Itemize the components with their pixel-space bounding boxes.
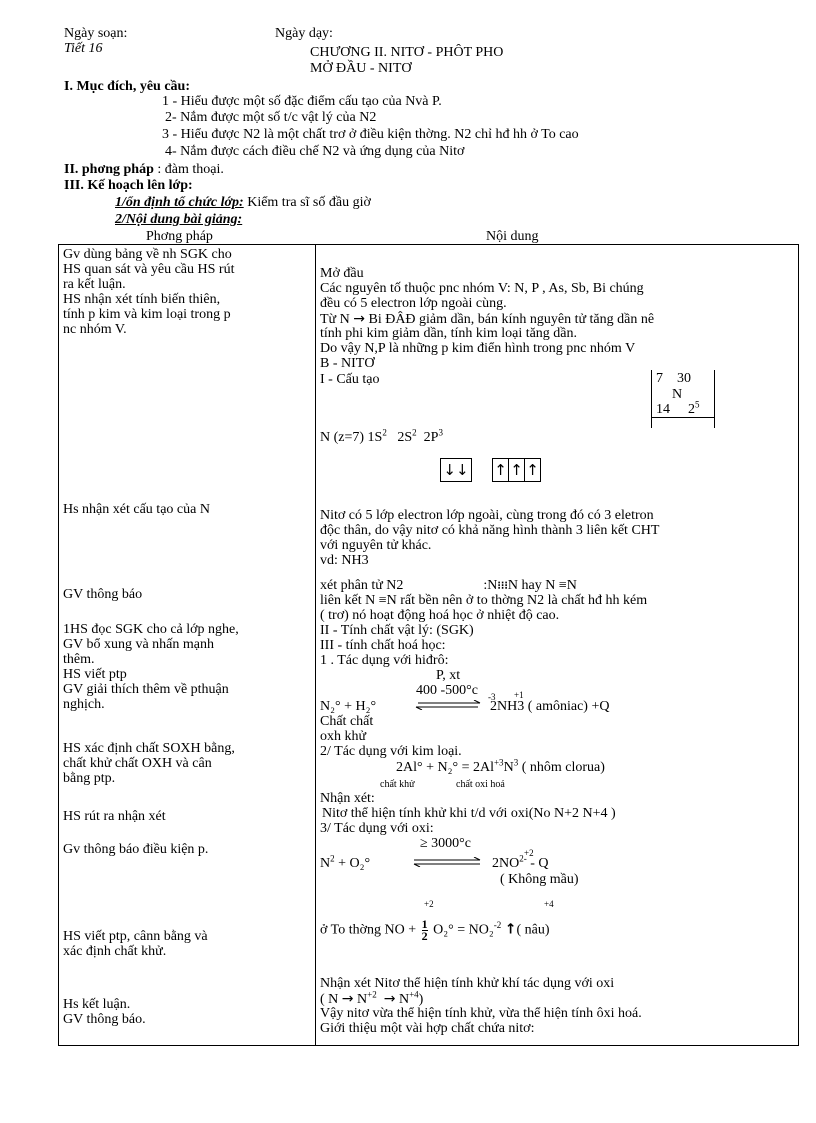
left-line: HS viết ptp, cânn bằng và [63,929,208,944]
right-line: vd: NH3 [320,553,369,568]
right-line: xét phân tử N2 :N⁝⁝⁝N hay N ≡N [320,578,577,593]
right-line: 2/ Tác dụng với kim loại. [320,744,462,759]
left-line: xác định chất khử. [63,944,167,959]
fraction-half: $\frac{1}{2}$ [421,917,428,943]
right-line: tính phi kim giảm dần, tính kim loại tăng dần. [320,326,578,341]
left-line: Hs nhận xét cấu tạo của N [63,502,210,517]
equilibrium-arrow-icon [414,700,482,710]
right-line: đều có 5 electron lớp ngoài cùng. [320,296,507,311]
arrow-right-icon: → [341,991,354,1007]
left-line: GV bổ xung và nhấn mạnh [63,637,214,652]
left-line: tính p kim và kim loại trong p [63,307,231,322]
equation-3-right: $2NO^{2-}$ - Q [492,853,549,871]
arrow-right-icon: → [383,991,396,1007]
triple-dots-icon: ⁝⁝⁝ [497,580,508,592]
colorless-note: ( Không mầu) [500,872,579,887]
reducer-label: chất khử [380,779,415,790]
tiet-label: Tiết 16 [64,41,103,56]
right-line: B - NITƠ [320,356,375,371]
section3-title: III. Kế hoạch lên lớp: [64,178,193,193]
orbital-2s [440,458,471,482]
section1-title: I. Mục đích, yêu cầu: [64,79,191,94]
right-line: Do vậy N,P là những p kim điển hình trong pnc nhóm V [320,341,636,356]
right-line: với nguyên tử khác. [320,538,432,553]
orbital-cell: ↓↓ [440,458,472,482]
left-line: GV giải thích thêm về pthuận [63,682,229,697]
right-line: Nhận xét: [320,791,375,806]
left-line: Hs kết luận. [63,997,131,1012]
col-header-content: Nội dung [486,229,539,244]
oxidation-state: -3 [488,692,496,702]
right-line: oxh khử [320,729,367,744]
left-line: GV thông báo. [63,1012,146,1027]
left-line: HS xác định chất SOXH bằng, [63,741,235,756]
reaction-condition: ≥ 3000°c [420,836,471,851]
arrow-up-icon: ↑ [504,921,517,938]
mass-number: 30 [677,371,691,386]
equation-3-left: $N^2 + O_2^\circ$ [320,853,371,871]
objective-4: 4- Nắm được cách điều chế N2 và ứng dụng của Nitơ [165,144,465,159]
reaction-condition: P, xt [436,668,461,683]
left-line: Gv thông báo điều kiện p. [63,842,209,857]
orbital-cell: ↑ [508,458,525,482]
orbital-cell: ↑ [524,458,541,482]
atomic-number: 7 [656,371,663,386]
oxidation-state: +2 [524,848,534,858]
objective-2: 2- Nắm được một số t/c vật lý của N2 [165,110,377,125]
box-divider [652,417,714,418]
equation-1-left: N₂° + H₂° [320,699,377,714]
orbital-2p [492,458,540,482]
right-line: độc thân, do vậy nitơ có khả năng hình thành 3 liên kết CHT [320,523,660,538]
left-line: Gv dùng bảng về nh SGK cho [63,247,232,262]
oxidation-state: +4 [544,899,554,909]
left-line: 1HS đọc SGK cho cả lớp nghe, [63,622,239,637]
left-line: nc nhóm V. [63,322,127,337]
method-column [59,245,316,1046]
box-config: $2^5$ [688,399,700,417]
right-line: Từ N → Bi ĐÂĐ giảm dần, bán kính nguyên tử tăng dần nê [320,311,655,327]
section3-item1: 1/ổn định tổ chức lớp: Kiểm tra sĩ số đầu giờ [115,195,371,210]
ngay-soan: Ngày soạn: [64,26,128,41]
left-line: HS quan sát và yêu cầu HS rút [63,262,235,277]
section3-item2: 2/Nội dung bài giảng: [115,212,243,227]
right-line: I - Cấu tạo [320,372,380,387]
reaction-condition: 400 -500°c [416,683,478,698]
element-box [651,370,715,428]
right-line: Nhận xét Nitơ thể hiện tính khử khí tác dụng với oxi [320,976,615,991]
left-line: nghịch. [63,697,105,712]
right-line: Các nguyên tố thuộc pnc nhóm V: N, P , As, Sb, Bi chúng [320,281,644,296]
right-line: Chất chất [320,714,374,729]
box-14: 14 [656,402,670,417]
right-line: ( trơ) nó hoạt động hoá học ở nhiệt độ cao. [320,608,560,623]
left-line: thêm. [63,652,95,667]
lesson-table [58,244,799,1046]
ngay-day: Ngày dạy: [275,26,333,41]
lesson-title: MỞ ĐẦU - NITƠ [310,61,412,76]
orbital-cell: ↑ [492,458,509,482]
equation-2: $2Al^\circ + N_2^\circ = 2Al^{+3}N^3$ ( nhôm clorua) [396,757,605,775]
objective-3: 3 - Hiểu được N2 là một chất trơ ở điều kiện thờng. N2 chỉ hđ hh ở To cao [162,127,579,142]
left-line: HS nhận xét tính biến thiên, [63,292,221,307]
arrow-right-icon: → [353,311,365,327]
right-line: Nitơ thể hiện tính khử khi t/d với oxi(No N+2 N+4 ) [322,806,616,821]
oxidizer-label: chất oxi hoá [456,779,505,790]
right-line: Mở đầu [320,266,364,281]
right-line: 1 . Tác dụng với hiđrô: [320,653,449,668]
chapter-title: CHƯƠNG II. NITƠ - PHÔT PHO [310,45,504,60]
right-line: liên kết N ≡N rất bền nên ở to thờng N2 là chất hđ hh kém [320,593,648,608]
equation-4: ở To thờng NO + $\frac{1}{2}$ O₂° = NO₂$^{-2}$ ↑( nâu) [320,917,550,943]
equilibrium-arrow-icon [412,857,482,867]
oxidation-state: +2 [424,899,434,909]
right-line: Vậy nitơ vừa thể hiện tính khử, vừa thể hiện tính ôxi hoá. [320,1006,642,1021]
left-line: GV thông báo [63,587,143,602]
right-line: 3/ Tác dụng với oxi: [320,821,434,836]
objective-1: 1 - Hiểu được một số đặc điểm cấu tạo của Nvà P. [162,94,442,109]
left-line: HS viết ptp [63,667,127,682]
left-line: ra kết luận. [63,277,126,292]
left-line: HS rút ra nhận xét [63,809,166,824]
right-line: ( $N \to N^{+2} \to N^{+4}$) [320,989,424,1007]
right-line: Nitơ có 5 lớp electron lớp ngoài, cùng trong đó có 3 eletron [320,508,654,523]
equation-1-right: 2NH3 ( amôniac) +Q [490,699,610,714]
right-line: Giới thiệu một vài hợp chất chứa nitơ: [320,1021,535,1036]
content-column [316,245,799,1046]
col-header-method: Phơng pháp [146,229,213,244]
electron-config: N (z=7) $1S^2$ $2S^2$ $2P^3$ [320,427,443,445]
right-line: III - tính chất hoá học: [320,638,446,653]
left-line: chất khử chất OXH và cân [63,756,212,771]
oxidation-state: +1 [514,690,524,700]
section2: II. phơng pháp : đàm thoại. [64,162,224,177]
left-line: bằng ptp. [63,771,116,786]
right-line: II - Tính chất vật lý: (SGK) [320,623,474,638]
element-symbol: N [672,387,683,402]
